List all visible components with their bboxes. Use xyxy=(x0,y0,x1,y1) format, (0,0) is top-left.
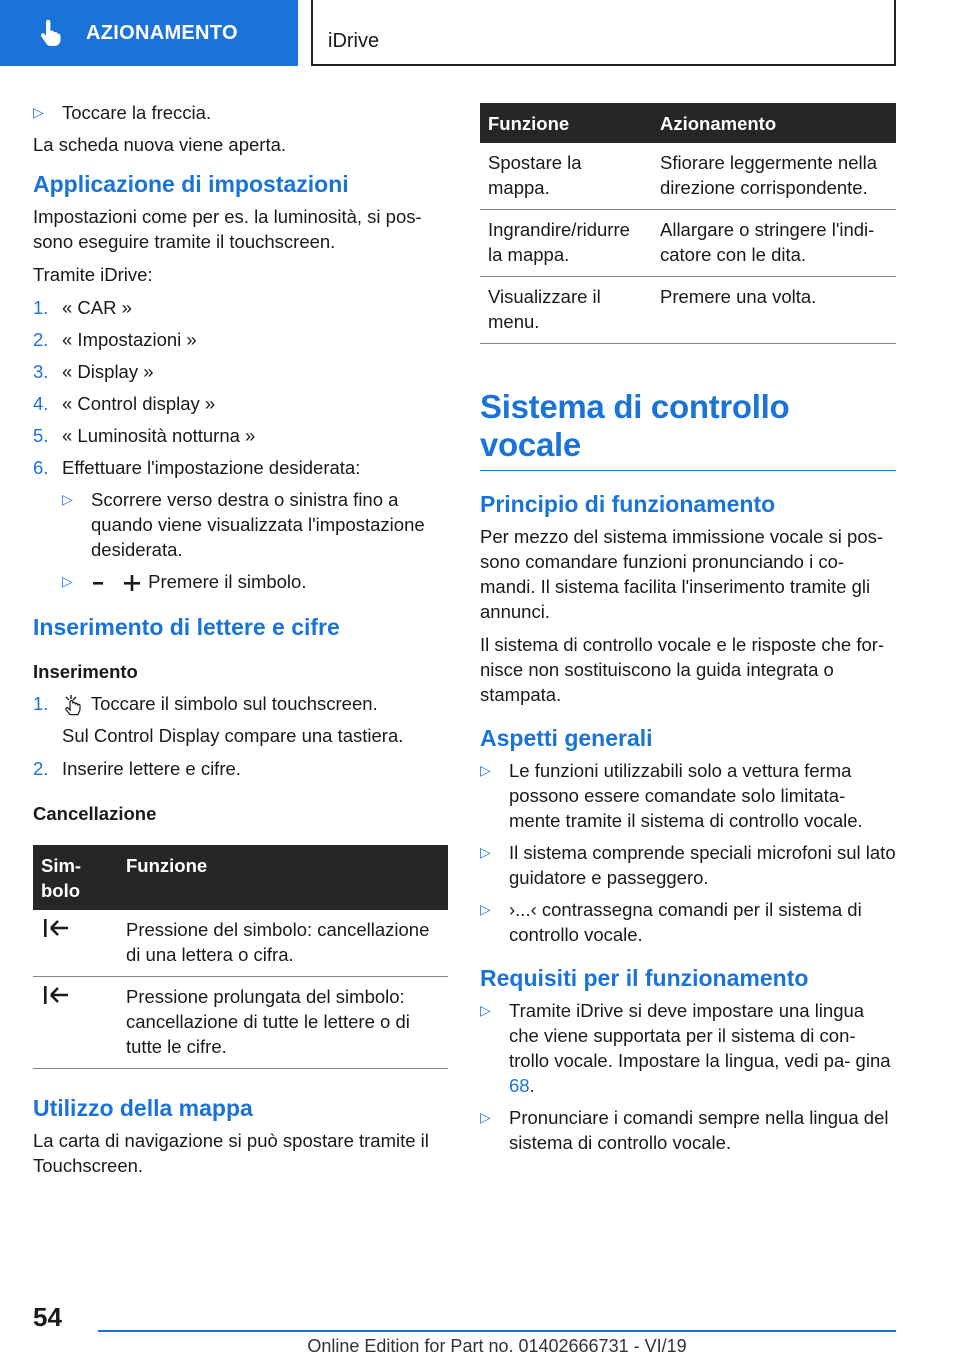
sub-heading: Inserimento xyxy=(33,661,138,682)
list-item: ▷ Pronunciare i comandi sempre nella lingua del sistema di controllo vocale. xyxy=(480,1107,889,1153)
list-item: ▷ Tramite iDrive si deve impostare una lingua che viene supportata per il sistema di con‐ trollo vocale. Impostare la lingua, vedi pa‐ gina 68. xyxy=(480,1000,891,1096)
step-item: 6. Effettuare l'impostazione desiderata: xyxy=(33,457,361,478)
bullet-icon: ▷ xyxy=(62,491,73,507)
section-heading: Utilizzo della mappa xyxy=(33,1095,253,1122)
touchscreen-hand-icon xyxy=(62,694,86,716)
bullet-icon: ▷ xyxy=(33,104,44,120)
step-item: 2. « Impostazioni » xyxy=(33,329,197,350)
list-item: ▷ ›...‹ contrassegna comandi per il sistema di controllo vocale. xyxy=(480,899,862,945)
paragraph: Sul Control Display compare una tastiera. xyxy=(62,725,404,747)
sub-heading: Cancellazione xyxy=(33,803,157,825)
page-link[interactable]: 68 xyxy=(509,1075,530,1096)
footer: Online Edition for Part no. 01402666731 - VI/19 xyxy=(98,1330,896,1357)
paragraph: La carta di navigazione si può spostare tramite il Touchscreen. xyxy=(33,1130,429,1177)
left-column xyxy=(33,100,448,1186)
bullet-icon: ▷ xyxy=(480,901,491,917)
list-item: ▷ Premere il simbolo. xyxy=(62,571,307,592)
chapter-title: iDrive xyxy=(328,30,380,52)
paragraph: Il sistema di controllo vocale e le risposte che for‐ nisce non sostituiscono la guida integrata o stampata. xyxy=(480,634,885,705)
list-item: ▷ Toccare la freccia. xyxy=(33,102,212,123)
section-title: AZIONAMENTO xyxy=(86,21,238,44)
bullet-icon: ▷ xyxy=(480,762,491,778)
paragraph: Impostazioni come per es. la luminosità, si pos‐ sono eseguire tramite il touchscreen. xyxy=(33,206,422,252)
step-item: 4. « Control display » xyxy=(33,393,216,414)
list-item: ▷ Le funzioni utilizzabili solo a vettura ferma possono essere comandate solo limitata‐ mente tramite il sistema di controllo vocale. xyxy=(480,760,863,831)
table-row: Visualizzare il menu. Premere una volta. xyxy=(480,277,896,344)
delete-arrow-icon xyxy=(41,984,71,1006)
map-table xyxy=(480,103,896,344)
chapter-box xyxy=(311,0,896,66)
section-heading: Aspetti generali xyxy=(480,725,653,751)
table-row: Pressione del simbolo: cancellazione di una lettera o cifra. xyxy=(33,910,448,977)
section-heading: Applicazione di impostazioni xyxy=(33,171,349,197)
page-header xyxy=(0,0,960,66)
table-header: Azionamento xyxy=(652,103,896,143)
chapter-heading: Sistema di controllo vocale xyxy=(480,388,896,471)
section-heading: Inserimento di lettere e cifre xyxy=(33,614,340,640)
delete-table xyxy=(33,845,448,1069)
table-header: Funzione xyxy=(480,103,652,143)
table-row: Spostare la mappa. Sfiorare leggermente nella direzione corrispondente. xyxy=(480,143,896,210)
right-column xyxy=(480,103,896,1162)
paragraph: Per mezzo del sistema immissione vocale si pos‐ sono comandare funzioni pronunciando i co‐ mandi. Il sistema facilita l'inserimento tramite gli annunci. xyxy=(480,526,884,622)
bullet-icon: ▷ xyxy=(480,1002,491,1018)
bullet-icon: ▷ xyxy=(480,844,491,860)
list-item: ▷ Scorrere verso destra o sinistra fino a quando viene visualizzata l'impostazione desiderata. xyxy=(62,489,425,560)
list-item: ▷ Il sistema comprende speciali microfoni sul lato guidatore e passeggero. xyxy=(480,842,896,888)
hand-pointer-icon xyxy=(36,18,66,48)
table-row: Pressione prolungata del simbolo: cancellazione di tutte le lettere o di tutte le cifre. xyxy=(33,977,448,1069)
step-item: 1. « CAR » xyxy=(33,297,132,318)
section-tab xyxy=(0,0,298,66)
step-item: 3. « Display » xyxy=(33,361,154,382)
table-row: Ingrandire/ridurre la mappa. Allargare o stringere l'indi‐ catore con le dita. xyxy=(480,210,896,277)
step-item: 2. Inserire lettere e cifre. xyxy=(33,758,241,780)
table-header: Funzione xyxy=(118,845,448,910)
delete-arrow-icon xyxy=(41,917,71,939)
table-header: Sim‐ bolo xyxy=(33,845,118,910)
paragraph: La scheda nuova viene aperta. xyxy=(33,134,287,155)
step-item: 5. « Luminosità notturna » xyxy=(33,425,256,446)
page-number: 54 xyxy=(33,1302,62,1332)
section-heading: Requisiti per il funzionamento xyxy=(480,965,809,991)
section-heading: Principio di funzionamento xyxy=(480,491,776,517)
bullet-icon: ▷ xyxy=(480,1109,491,1125)
paragraph: Tramite iDrive: xyxy=(33,264,153,285)
bullet-icon: ▷ xyxy=(62,573,73,589)
step-item: 1. Toccare il simbolo sul touchscreen. xyxy=(33,691,448,716)
minus-plus-icon xyxy=(91,573,143,593)
